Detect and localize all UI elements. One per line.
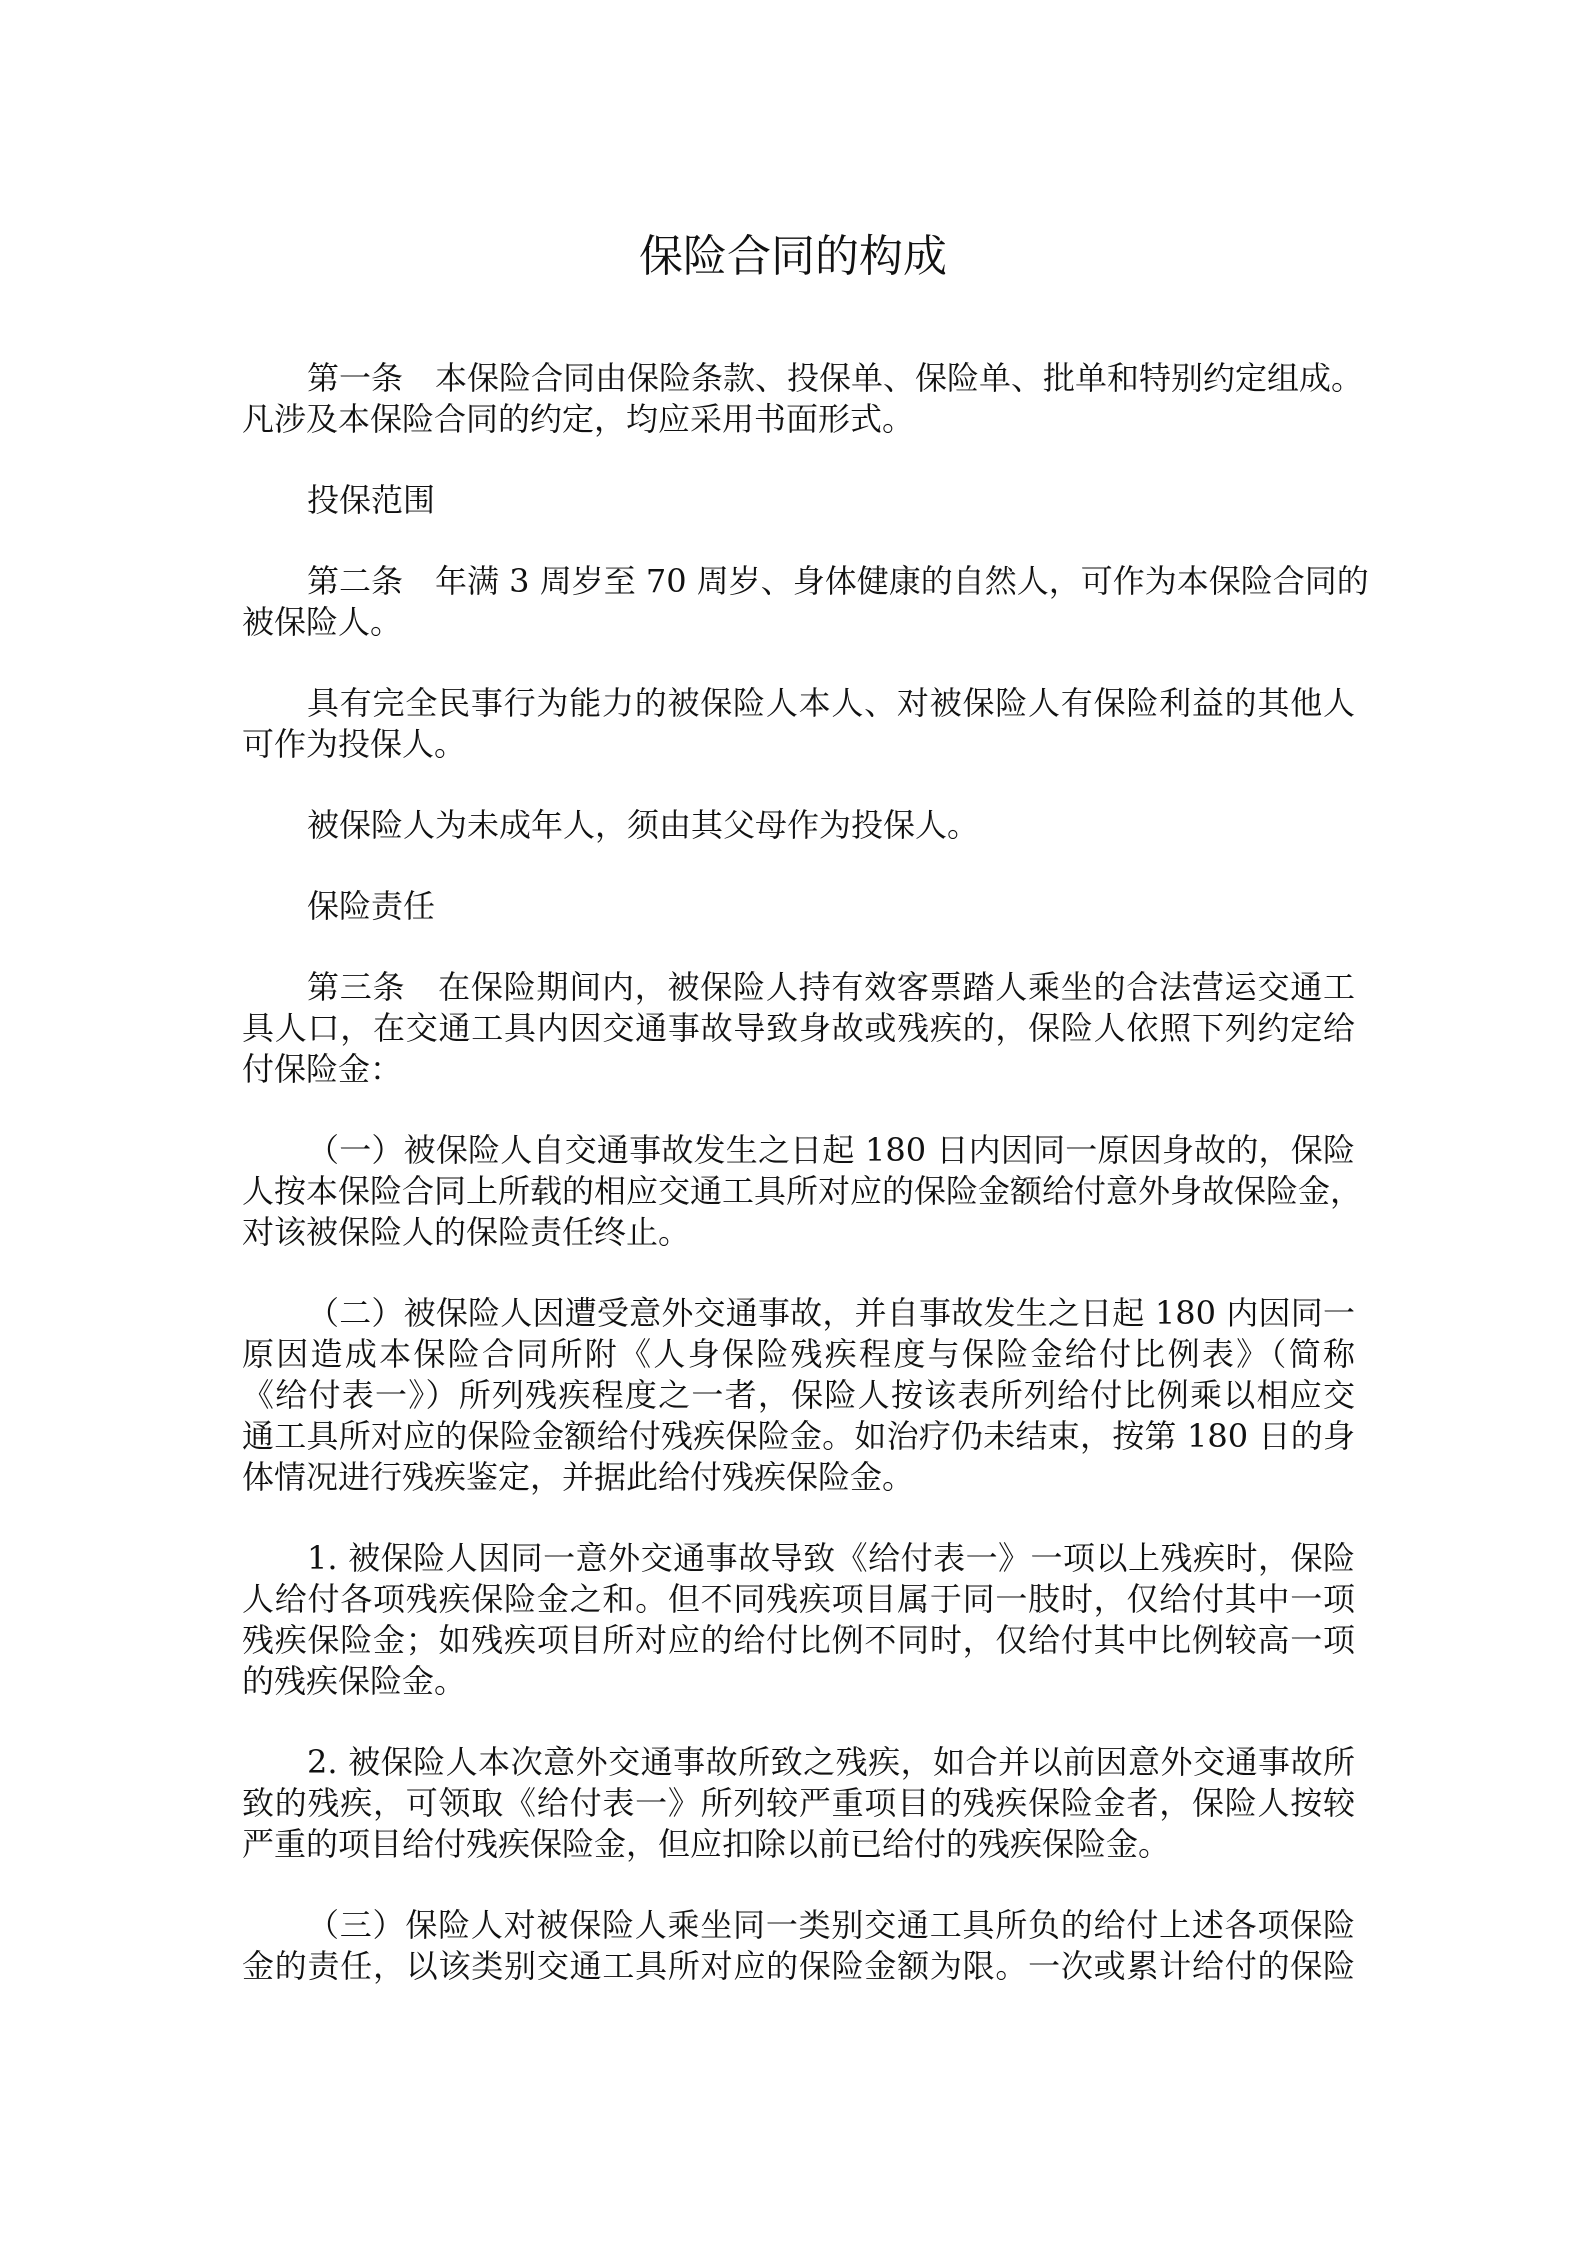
paragraph-line: 残疾保险金；如残疾项目所对应的给付比例不同时，仅给付其中比例较高一项 [242, 1621, 1355, 1659]
paragraph-line: （二）被保险人因遭受意外交通事故，并自事故发生之日起 180 内因同一 [307, 1294, 1355, 1332]
paragraph-line: 通工具所对应的保险金额给付残疾保险金。如治疗仍未结束，按第 180 日的身 [242, 1417, 1355, 1455]
paragraph-line: 的残疾保险金。 [242, 1662, 467, 1700]
paragraph-line: 1. 被保险人因同一意外交通事故导致《给付表一》一项以上残疾时，保险 [307, 1539, 1355, 1577]
paragraph-line: 被保险人为未成年人，须由其父母作为投保人。 [307, 806, 980, 844]
paragraph [242, 1130, 1363, 1253]
paragraph-line: 可作为投保人。 [242, 725, 467, 763]
paragraph [242, 1905, 1355, 1987]
paragraph-line: 金的责任，以该类别交通工具所对应的保险金额为限。一次或累计给付的保险 [242, 1947, 1355, 1985]
paragraph [242, 1293, 1355, 1498]
paragraph-line: 付保险金： [242, 1050, 403, 1088]
paragraph-line: 原因造成本保险合同所附《人身保险残疾程度与保险金给付比例表》（简称 [242, 1335, 1355, 1373]
paragraph-line: 人按本保险合同上所载的相应交通工具所对应的保险金额给付意外身故保险金， [242, 1172, 1363, 1210]
paragraph [242, 967, 1355, 1090]
paragraph [242, 561, 1369, 643]
paragraph [242, 886, 1355, 927]
paragraph-line: 具人口，在交通工具内因交通事故导致身故或残疾的，保险人依照下列约定给 [242, 1009, 1355, 1047]
paragraph-line: 致的残疾，可领取《给付表一》所列较严重项目的残疾保险金者，保险人按较 [242, 1784, 1355, 1822]
paragraph [242, 683, 1355, 765]
paragraph [242, 1538, 1355, 1702]
paragraph-line: 严重的项目给付残疾保险金，但应扣除以前已给付的残疾保险金。 [242, 1825, 1171, 1863]
paragraph-line: 人给付各项残疾保险金之和。但不同残疾项目属于同一肢时，仅给付其中一项 [242, 1580, 1355, 1618]
paragraph-line: 第三条 在保险期间内，被保险人持有效客票踏人乘坐的合法营运交通工 [307, 968, 1355, 1006]
document-title: 保险合同的构成 [639, 231, 947, 282]
document-body [242, 358, 1369, 2027]
paragraph-line: （一）被保险人自交通事故发生之日起 180 日内因同一原因身故的，保险 [307, 1131, 1355, 1169]
paragraph-line: 第二条 年满 3 周岁至 70 周岁、身体健康的自然人，可作为本保险合同的 [307, 562, 1369, 600]
paragraph [242, 480, 1355, 521]
paragraph-line: 保险责任 [307, 887, 436, 925]
paragraph-line: 凡涉及本保险合同的约定，均应采用书面形式。 [242, 400, 915, 438]
paragraph-line: 2. 被保险人本次意外交通事故所致之残疾，如合并以前因意外交通事故所 [307, 1743, 1355, 1781]
paragraph-line: 《给付表一》）所列残疾程度之一者，保险人按该表所列给付比例乘以相应交 [242, 1376, 1355, 1414]
paragraph-line: 投保范围 [307, 481, 436, 519]
paragraph [242, 358, 1364, 440]
paragraph [242, 805, 1355, 846]
paragraph-line: 体情况进行残疾鉴定，并据此给付残疾保险金。 [242, 1458, 915, 1496]
paragraph [242, 1742, 1355, 1865]
paragraph-line: （三）保险人对被保险人乘坐同一类别交通工具所负的给付上述各项保险 [307, 1906, 1355, 1944]
paragraph-line: 被保险人。 [242, 603, 403, 641]
paragraph-line: 对该被保险人的保险责任终止。 [242, 1213, 691, 1251]
paragraph-line: 具有完全民事行为能力的被保险人本人、对被保险人有保险利益的其他人 [307, 684, 1355, 722]
paragraph-line: 第一条 本保险合同由保险条款、投保单、保险单、批单和特别约定组成。 [307, 359, 1364, 397]
